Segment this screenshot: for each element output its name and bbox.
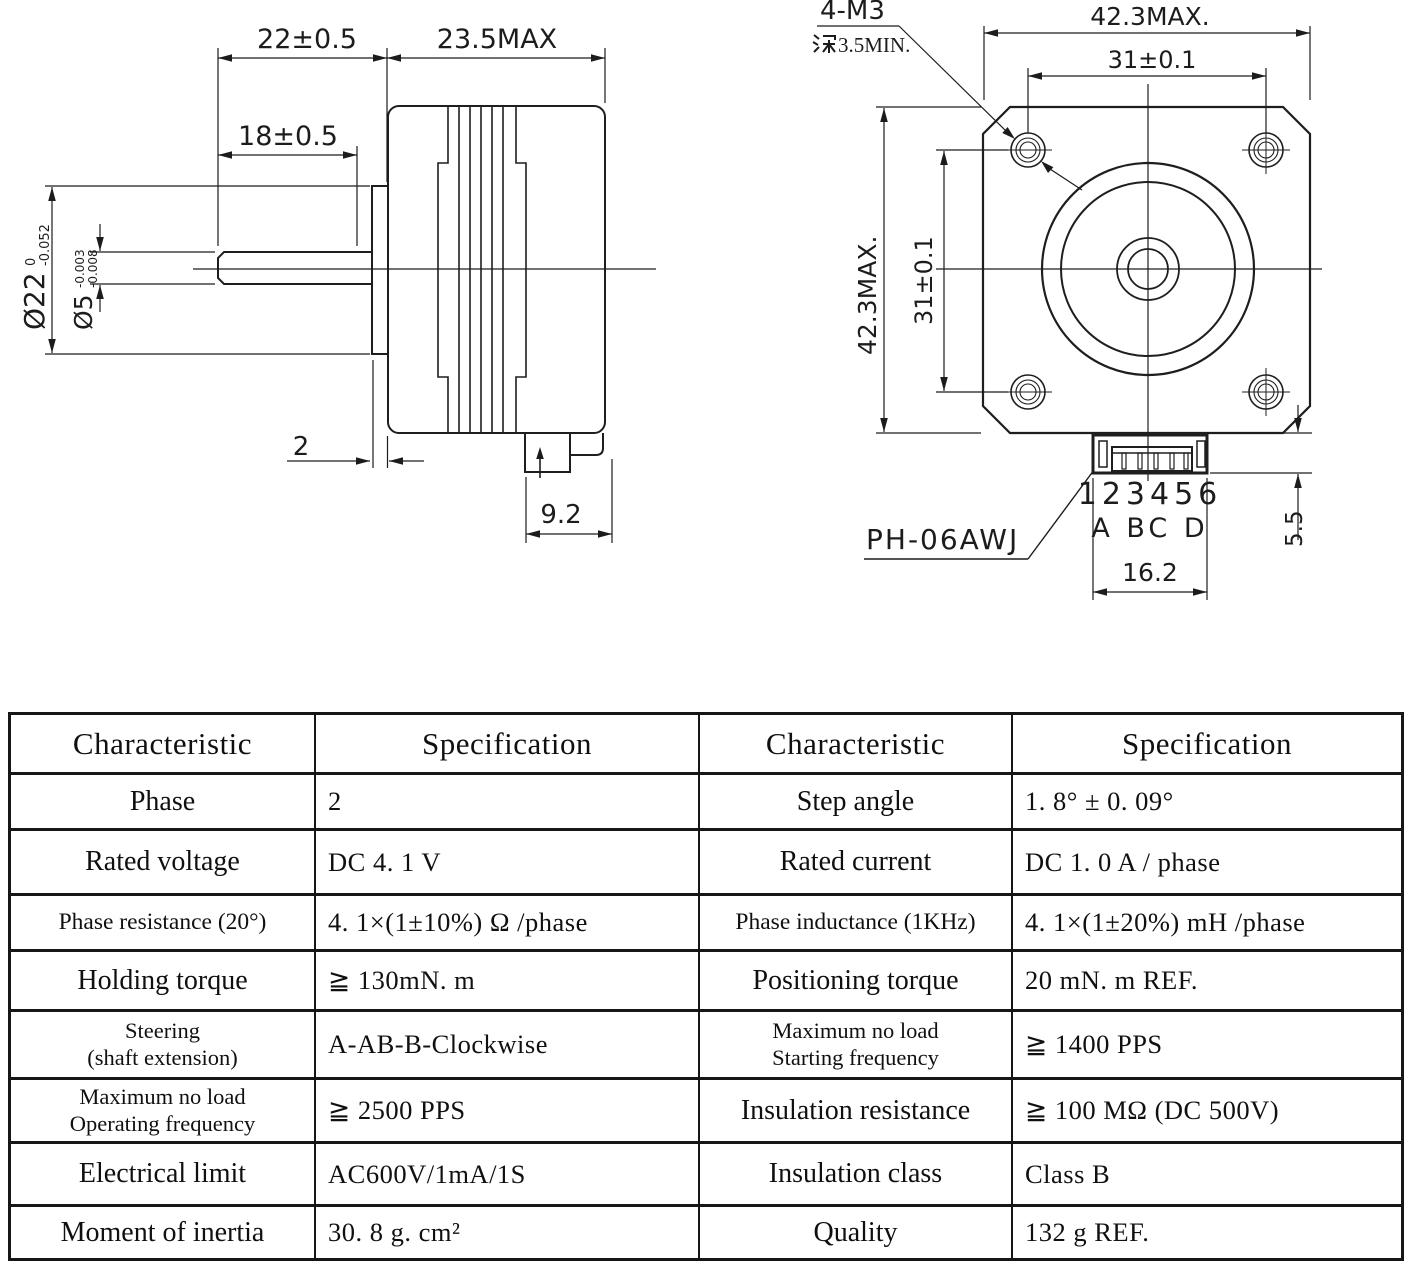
table-header-specification-right: Specification <box>1011 715 1401 772</box>
connector-model-label: PH-06AWJ <box>866 523 1020 556</box>
svg-text:42.3MAX.: 42.3MAX. <box>853 235 882 355</box>
dim-overall-width-label: 42.3MAX. <box>1090 2 1210 31</box>
characteristic-line: Phase inductance (1KHz) <box>735 908 976 935</box>
characteristic-line: Phase resistance (20°) <box>58 908 267 935</box>
specification-table <box>8 712 1404 1261</box>
dim-shaft-length-label: 18±0.5 <box>238 121 338 152</box>
front-connector <box>1093 435 1207 473</box>
characteristic-line: Insulation resistance <box>740 1094 971 1126</box>
mounting-hole <box>1004 375 1052 409</box>
characteristic-line: Quality <box>813 1216 898 1248</box>
table-header-specification-left: Specification <box>314 715 698 772</box>
characteristic-cell <box>11 772 314 828</box>
shaft <box>218 252 372 284</box>
characteristic-cell <box>698 949 1011 1009</box>
specification-cell: ≧ 2500 PPS <box>314 1077 698 1141</box>
pilot-boss <box>372 186 388 354</box>
characteristic-line: Maximum no load <box>772 1017 939 1043</box>
characteristic-cell <box>11 1009 314 1077</box>
characteristic-line: Step angle <box>796 785 915 817</box>
mounting-hole <box>1004 133 1052 167</box>
specification-cell: Class B <box>1011 1141 1401 1204</box>
characteristic-cell <box>698 1077 1011 1141</box>
characteristic-line: Electrical limit <box>78 1158 247 1190</box>
specification-cell: ≧ 1400 PPS <box>1011 1009 1401 1077</box>
specification-cell: DC 4. 1 V <box>314 828 698 893</box>
table-header-characteristic-left: Characteristic <box>72 725 253 761</box>
dim-body-length-label: 23.5MAX <box>436 24 558 55</box>
dim-connector-width-label: 16.2 <box>1122 558 1178 587</box>
table-header-characteristic-right: Characteristic <box>698 715 1011 772</box>
characteristic-cell <box>698 1204 1011 1258</box>
characteristic-line: Operating frequency <box>69 1110 256 1136</box>
specification-cell: 30. 8 g. cm² <box>314 1204 698 1258</box>
characteristic-line: Moment of inertia <box>60 1216 265 1248</box>
thread-callout-label: 4-M3 <box>820 0 885 26</box>
shaft-dia-tol-upper: -0.003 <box>73 249 87 288</box>
specification-cell: 20 mN. m REF. <box>1011 949 1401 1009</box>
svg-text:5.5: 5.5 <box>1282 510 1308 547</box>
shaft-dia-main: Ø5 <box>69 294 98 330</box>
front-view-labels <box>813 0 1308 587</box>
characteristic-line: Starting frequency <box>772 1044 939 1070</box>
boss-dia-tol-upper: 0 <box>24 257 39 266</box>
specification-cell: 4. 1×(1±20%) mH /phase <box>1011 893 1401 949</box>
shaft-dia-tol-lower: -0.008 <box>86 249 100 288</box>
side-connector <box>525 433 603 478</box>
dim-front-length-label: 22±0.5 <box>257 24 357 55</box>
characteristic-line: Holding torque <box>77 964 248 996</box>
dim-boss-protrusion-label: 2 <box>292 432 310 462</box>
characteristic-cell <box>698 893 1011 949</box>
mounting-hole <box>1242 368 1290 416</box>
specification-cell: 132 g REF. <box>1011 1204 1401 1258</box>
specification-cell: ≧ 100 MΩ (DC 500V) <box>1011 1077 1401 1141</box>
characteristic-cell <box>11 1141 314 1204</box>
specification-cell: 4. 1×(1±10%) Ω /phase <box>314 893 698 949</box>
specification-cell: 2 <box>314 772 698 828</box>
characteristic-cell <box>11 949 314 1009</box>
characteristic-line: Maximum no load <box>79 1083 246 1109</box>
characteristic-cell <box>698 772 1011 828</box>
characteristic-line: Steering <box>125 1017 200 1043</box>
dim-hole-pitch-h-label: 31±0.1 <box>1107 46 1197 74</box>
characteristic-cell <box>11 893 314 949</box>
dim-connector-height-label <box>1282 510 1308 547</box>
characteristic-line: Insulation class <box>768 1158 943 1190</box>
characteristic-cell <box>698 1009 1011 1077</box>
characteristic-cell <box>11 1204 314 1258</box>
front-view-dimensions <box>817 26 1312 600</box>
face-centerlines <box>936 84 1322 481</box>
specification-cell: ≧ 130mN. m <box>314 949 698 1009</box>
boss-dia-tol-lower: -0.052 <box>38 224 53 266</box>
characteristic-cell <box>11 1077 314 1141</box>
specification-cell: A-AB-B-Clockwise <box>314 1009 698 1077</box>
dim-overall-height-label <box>853 236 882 355</box>
shaft-diameter-label <box>69 249 100 330</box>
boss-dia-main: Ø22 <box>18 272 51 330</box>
characteristic-line: Phase <box>129 785 196 817</box>
boss-diameter-label <box>18 224 53 330</box>
front-view <box>936 84 1322 481</box>
characteristic-cell <box>698 1141 1011 1204</box>
characteristic-cell <box>698 828 1011 893</box>
mounting-hole <box>1242 126 1290 174</box>
characteristic-line: (shaft extension) <box>87 1044 238 1070</box>
dim-connector-width-label: 9.2 <box>540 500 582 530</box>
characteristic-cell <box>11 828 314 893</box>
dim-hole-pitch-v-label <box>910 236 938 325</box>
characteristic-line: Rated voltage <box>85 846 240 878</box>
pin-numbers-label: 123456 <box>1077 477 1223 512</box>
svg-text:31±0.1: 31±0.1 <box>910 236 938 325</box>
thread-depth-label: 3.5MIN. <box>838 33 911 57</box>
characteristic-line: Positioning torque <box>752 964 959 996</box>
side-view <box>193 106 656 478</box>
specification-cell: 1. 8° ± 0. 09° <box>1011 772 1401 828</box>
specification-cell: AC600V/1mA/1S <box>314 1141 698 1204</box>
connector-pins <box>1122 453 1188 469</box>
specification-cell: DC 1. 0 A / phase <box>1011 828 1401 893</box>
wire-labels-label: A BC D <box>1091 513 1209 544</box>
depth-cjk-glyph <box>813 35 835 53</box>
characteristic-line: Rated current <box>779 846 932 878</box>
